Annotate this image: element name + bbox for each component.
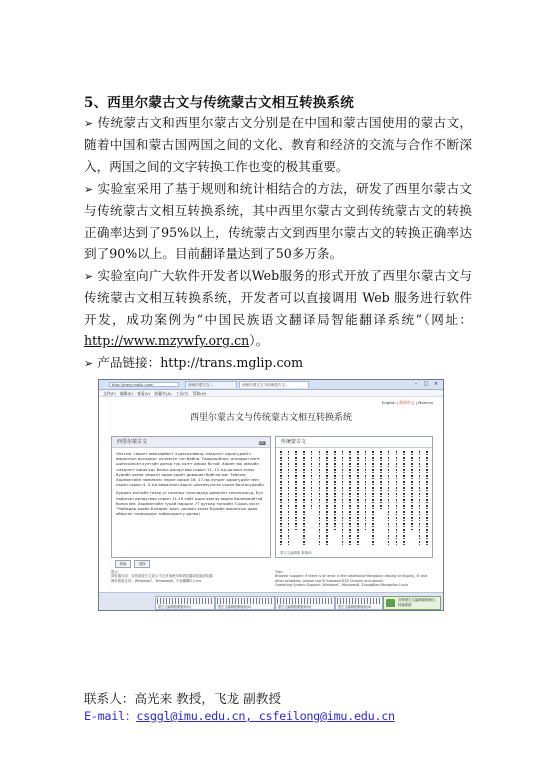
script-column bbox=[396, 451, 398, 547]
action-buttons bbox=[115, 560, 150, 568]
panel-footer: 蒙古文编辑框 繁璧码 bbox=[280, 551, 312, 555]
script-column bbox=[311, 451, 313, 509]
browser-tab-active: 西里尔蒙古文与传统蒙古文... bbox=[239, 381, 309, 388]
bullet-text: 实验室采用了基于规则和统计相结合的方法，研发了西里尔蒙古文与传统蒙古文相互转换系统，其中西里尔蒙古文到传统蒙古文的转换正确率达到了95%以上，传统蒙古文到西里尔蒙古文的转换正确率达到了90%以上。目前翻译量达到了50多万条。 bbox=[84, 181, 472, 262]
script-column bbox=[403, 451, 405, 547]
lang-en: English bbox=[381, 400, 396, 405]
script-column bbox=[388, 451, 390, 547]
mzywfy-link[interactable]: http://www.mzywfy.org.cn bbox=[84, 333, 250, 349]
script-column bbox=[295, 451, 297, 530]
cyrillic-paragraph-1: Энэтхэг төрөлт ямандаймгт хүрээлэлөөнд «мэдлэгт одоогудэйт» амралтын асандлыг хэллэхүн тэн байна. Тодорхойлол, онларын мэнт шинэчилсэн хүлтэйн дотор түр хэлгт амрах бстой. Харин зэк ямхийн «мэдлэгт одоогуд» болох долдугаар сарын 11, 12-нд долоон хэлэх бүрийн хамаг амралт одоогудэйт довашан байгаа юм. Тэйнээс Хадмонгийн наминалс нэрэн сарын 16, 17-нд хүндэт одоогудэйт мэн нэрэн сарын 4, 5-нд амралтын адалт шинэмүүлсэн санал болгосурхийн. bbox=[116, 451, 266, 488]
script-column bbox=[288, 451, 290, 547]
convert-button: 转换 bbox=[115, 560, 131, 568]
bullet-text: 传统蒙古文和西里尔蒙古文分别是在中国和蒙古国使用的蒙古文，随着中国和蒙古国两国之间的文化、教育和经济的交流与合作不断深入，两国之间的文字转换工作也变的极其重要。 bbox=[84, 115, 472, 174]
bullet-arrow-icon: ➢ bbox=[84, 270, 94, 283]
contact-label: 联系人： bbox=[84, 691, 135, 706]
browser-tab: 西里尔蒙古文... bbox=[185, 381, 237, 388]
address-bar: http://trans.mglip.com/ bbox=[109, 382, 179, 387]
taskbar-item: 蒙古文编辑框繁璧码(2) bbox=[215, 596, 275, 610]
cyrillic-input-panel bbox=[111, 436, 271, 558]
bullet-paragraph-2 bbox=[84, 178, 472, 265]
script-column bbox=[426, 451, 428, 547]
bullet-paragraph-4 bbox=[84, 352, 472, 374]
clear-button: 清除 bbox=[134, 560, 150, 568]
taskbar-item: 蒙古文编辑框繁璧码(1) bbox=[155, 596, 215, 610]
keyboard-icon: ⌨ bbox=[258, 441, 266, 447]
script-column bbox=[411, 451, 413, 530]
panel-title: 传统蒙古文 bbox=[276, 437, 432, 448]
lang-zh: 简体中文 bbox=[399, 400, 415, 405]
script-column bbox=[380, 451, 382, 509]
script-column bbox=[419, 451, 421, 547]
tips-english: Tips: Browser support: If there is an error in the traditional Mongolian display or display, IE and other problems, please use IE browser(IE10 Chrome and above) Operating System Support: Windows7, Windows8, ZhongBiao Mongolian Linux bbox=[275, 570, 428, 588]
traditional-output-panel bbox=[275, 436, 433, 558]
product-screenshot bbox=[98, 379, 444, 611]
traditional-mongolian-script bbox=[280, 451, 428, 547]
contact-names: 高光来 教授，飞龙 副教授 bbox=[134, 691, 281, 706]
panel-title: 西里尔蒙古文 bbox=[117, 439, 148, 445]
email-links[interactable]: csggl@imu.edu.cn, csfeilong@imu.edu.cn bbox=[136, 709, 395, 723]
close-icon: × bbox=[433, 381, 439, 387]
contact-line bbox=[84, 688, 281, 707]
section-heading: 5、西里尔蒙古文与传统蒙古文相互转换系统 bbox=[84, 95, 354, 111]
maximize-icon: □ bbox=[423, 381, 429, 387]
site-title: 西里尔蒙古文与传统蒙古文相互转换系统 bbox=[189, 413, 352, 423]
script-column bbox=[326, 451, 328, 547]
cyrillic-paragraph-2: Хурдан засгийн газар уг саналыг хэлэлдэнд дэмжлэт хэлэлцэжүд, Бүх найртын долдугаар сарын 11-19 сайт одоо хэргээ амрах боломжийтэй болох юм. Хадмонгийн тухай наршил 77 дугаар тргоийн 3 дахь хэсэг "Наймдар эрийн Бандриг эрэн, долоон хэлэх бүрийн амралтын одоо аборган тохиолдож тоймолдолгу долоо) bbox=[116, 490, 264, 517]
app-logo-icon bbox=[386, 599, 395, 607]
minimize-icon: – bbox=[414, 381, 418, 387]
bullet-arrow-icon: ➢ bbox=[84, 117, 94, 130]
cyrillic-text bbox=[112, 448, 270, 558]
script-column bbox=[349, 451, 351, 547]
taskbar-item: 蒙古文编辑框繁璧码(3) bbox=[275, 596, 335, 610]
script-column bbox=[372, 451, 374, 547]
email-label: E-mail： bbox=[84, 709, 137, 723]
tips-chinese: 提示： 浏览器支持：若传统蒙古文显示不正常请使用IE浏览器或其他浏览器 操作系统支持：Windows7，Windows8，中标麒麟3.1.ms bbox=[111, 570, 213, 583]
taskbar-item: 蒙古文编辑框繁璧码(4) bbox=[335, 596, 383, 610]
product-link-text: 产品链接：http://trans.mglip.com bbox=[97, 355, 304, 370]
bullet-paragraph-3 bbox=[84, 265, 472, 352]
browser-tabbar bbox=[99, 380, 443, 390]
taskbar-item-converter: 各种蒙古文编辑系统相互转换系统 bbox=[383, 596, 441, 610]
panel-header bbox=[112, 437, 270, 448]
script-column bbox=[319, 451, 321, 547]
browser-menubar: 文件(F) 编辑(E) 查看(V) 收藏夹(A) 工具(T) 帮助(H) bbox=[99, 390, 443, 397]
lang-mn: Монгол bbox=[418, 400, 433, 405]
taskbar bbox=[99, 592, 443, 611]
script-column bbox=[280, 451, 282, 547]
bullet-text: 实验室向广大软件开发者以Web服务的形式开放了西里尔蒙古文与传统蒙古文相互转换系统，开发者可以直接调用 Web 服务进行软件开发，成功案例为“中国民族语文翻译局智能翻译系统”（网址： bbox=[84, 268, 472, 327]
script-column bbox=[303, 451, 305, 547]
script-column bbox=[334, 451, 336, 530]
language-switcher: English | 简体中文 | Монгол bbox=[381, 400, 433, 405]
script-column bbox=[357, 451, 359, 547]
script-column bbox=[365, 451, 367, 530]
bullet-text-end: ）。 bbox=[249, 333, 269, 349]
bullet-paragraph-1 bbox=[84, 112, 472, 177]
bullet-arrow-icon: ➢ bbox=[84, 357, 94, 370]
script-column bbox=[342, 451, 344, 547]
email-line bbox=[84, 707, 395, 724]
bullet-arrow-icon: ➢ bbox=[84, 183, 94, 196]
